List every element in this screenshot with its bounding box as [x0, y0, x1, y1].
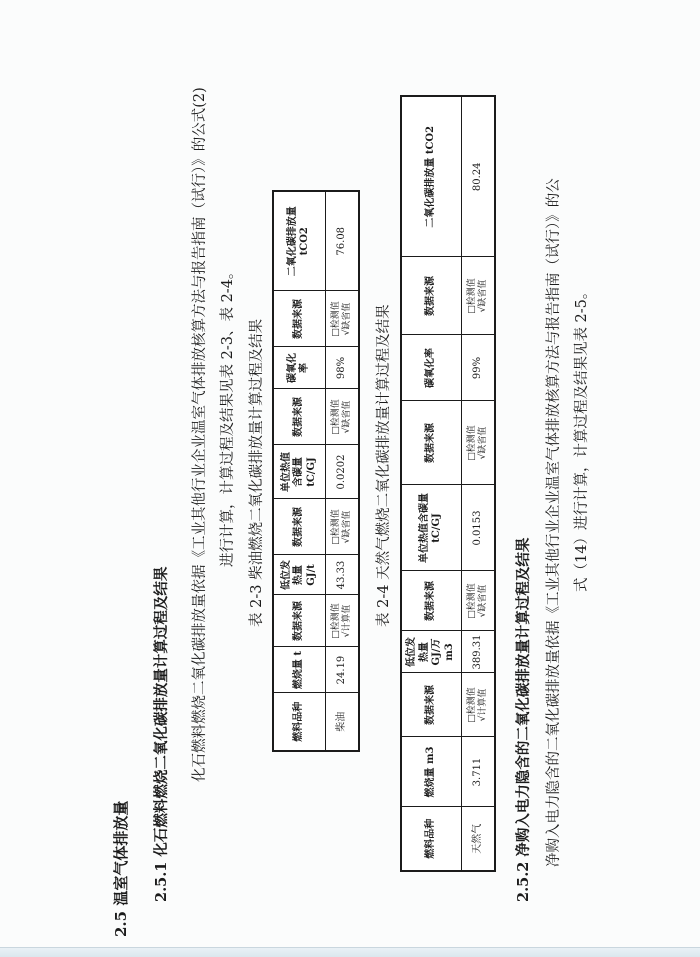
table-2-4-caption: 表 2-4 天然气燃烧二氧化碳排放量计算过程及结果 — [376, 304, 392, 627]
table-row — [461, 96, 495, 871]
source-option: √计算值 — [477, 688, 488, 722]
header-carbon-content: 单位热值含碳量 tC/GJ — [401, 485, 461, 571]
header-fuel: 燃料品种 — [401, 807, 461, 871]
cell-source — [461, 257, 495, 335]
source-option: √缺省值 — [341, 510, 352, 544]
source-option: □检测值 — [466, 278, 477, 314]
cell-source — [461, 401, 495, 485]
cell-source — [461, 571, 495, 631]
source-option: □检测值 — [330, 603, 341, 639]
header-source: 数据来源 — [273, 389, 325, 445]
table-2-3 — [272, 190, 360, 752]
header-carbon-content: 单位热值含碳量 tC/GJ — [273, 445, 325, 499]
paragraph-electricity-line1: 净购入电力隐含的二氧化碳排放量依据《工业其他行业企业温室气体排放核算方法与报告指南（试行）》的公 — [546, 178, 562, 867]
header-source: 数据来源 — [401, 401, 461, 485]
cell-ncv: 389.31 — [461, 631, 495, 673]
table-2-4 — [400, 95, 496, 872]
cell-co2: 80.24 — [461, 96, 495, 257]
source-option: √计算值 — [341, 604, 352, 638]
header-source: 数据来源 — [401, 257, 461, 335]
header-ncv: 低位发热量 GJ/t — [273, 555, 325, 595]
header-amount: 燃烧量 t — [273, 647, 325, 693]
source-option: √缺省值 — [341, 400, 352, 434]
cell-source — [325, 595, 359, 647]
cell-carbon-content: 0.0153 — [461, 485, 495, 571]
subsection-title-fossil: 2.5.1 化石燃料燃烧二氧化碳排放量计算过程及结果 — [153, 566, 170, 902]
header-co2: 二氧化碳排放量 tCO2 — [273, 191, 325, 291]
header-source: 数据来源 — [273, 595, 325, 647]
source-option: □检测值 — [330, 399, 341, 435]
header-oxidation: 碳氧化率 — [273, 347, 325, 389]
cell-amount: 24.19 — [325, 647, 359, 693]
cell-co2: 76.08 — [325, 191, 359, 291]
paragraph-fossil-line2: 进行计算，计算过程及结果见表 2-3、表 2-4。 — [220, 264, 236, 567]
cell-source — [325, 389, 359, 445]
source-option: □检测值 — [330, 509, 341, 545]
header-source: 数据来源 — [401, 673, 461, 737]
cell-carbon-content: 0.0202 — [325, 445, 359, 499]
source-option: √缺省值 — [477, 426, 488, 460]
table-2-3-caption: 表 2-3 柴油燃烧二氧化碳排放量计算过程及结果 — [249, 318, 265, 627]
header-co2: 二氧化碳排放量 tCO2 — [401, 96, 461, 257]
source-option: √缺省值 — [477, 279, 488, 313]
cell-amount: 3.711 — [461, 737, 495, 807]
cell-source — [461, 673, 495, 737]
cell-ncv: 43.33 — [325, 555, 359, 595]
cell-source — [325, 499, 359, 555]
cell-source — [325, 291, 359, 347]
section-title: 2.5 温室气体排放量 — [112, 800, 130, 937]
header-ncv: 低位发热量 GJ/万m3 — [401, 631, 461, 673]
header-source: 数据来源 — [273, 499, 325, 555]
header-oxidation: 碳氧化率 — [401, 335, 461, 401]
header-source: 数据来源 — [273, 291, 325, 347]
source-option: □检测值 — [466, 583, 477, 619]
source-option: □检测值 — [330, 301, 341, 337]
source-option: □检测值 — [466, 687, 477, 723]
cell-oxidation: 98% — [325, 347, 359, 389]
subsection-title-electricity: 2.5.2 净购入电力隐含的二氧化碳排放量计算过程及结果 — [515, 537, 532, 902]
cell-oxidation: 99% — [461, 335, 495, 401]
header-source: 数据来源 — [401, 571, 461, 631]
header-fuel: 燃料品种 — [273, 693, 325, 751]
paragraph-fossil-line1: 化石燃料燃烧二氧化碳排放量依据《工业其他行业企业温室气体排放核算方法与报告指南（试行）》的公式(2) — [192, 87, 208, 782]
paragraph-electricity-line2: 式（14）进行计算，计算过程及结果见表 2-5。 — [574, 284, 590, 592]
source-option: √缺省值 — [341, 302, 352, 336]
cell-fuel: 柴油 — [325, 693, 359, 751]
source-option: □检测值 — [466, 425, 477, 461]
source-option: √缺省值 — [477, 584, 488, 618]
table-row — [325, 191, 359, 751]
cell-fuel: 天然气 — [461, 807, 495, 871]
header-amount: 燃烧量 m3 — [401, 737, 461, 807]
